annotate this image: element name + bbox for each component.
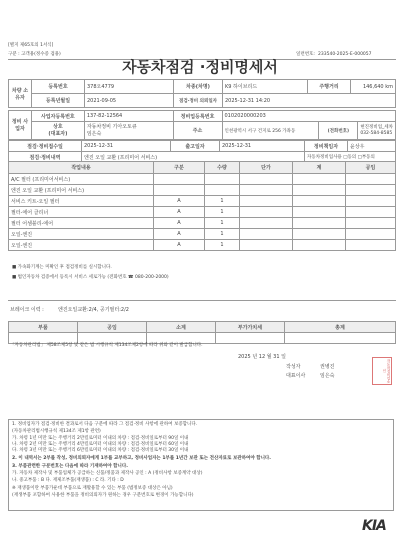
- name-rep-label: [31, 122, 84, 140]
- phone: 032-584-8585: [360, 130, 393, 136]
- col-name: 작업내용: [9, 162, 154, 174]
- item-name: 엔진 오일 교환 (프리미어 서비스): [9, 185, 154, 196]
- mgr-label: 정비책임자: [305, 141, 348, 152]
- year: 2025: [238, 354, 251, 360]
- item-qty: 1: [205, 229, 240, 240]
- item-group: A: [154, 218, 205, 229]
- writer: 권병진: [320, 364, 335, 370]
- footer-note: 가. 차령 1년 미만 또는 주행거리 2만킬로미터 이내의 차량 : 점검·정비일로부터 90일 이내: [12, 436, 189, 441]
- table-row: [9, 207, 396, 218]
- table-row: [9, 196, 396, 207]
- total-labor: 공임: [78, 322, 147, 333]
- request-sub: 자동차정비업사용 □동의 □부동의: [305, 152, 396, 163]
- prev-value: 엔진오일교환:2/4, 공기필터:2/2: [58, 307, 129, 313]
- request-text: 엔진 오일 교환 (프리미어 서비스): [82, 152, 305, 163]
- recv-label: 점검·정비접수일: [9, 141, 82, 152]
- inspect-label: 점검·정비 의뢰일자: [174, 94, 223, 108]
- col-amount: 계: [293, 162, 346, 174]
- item-qty: 1: [205, 196, 240, 207]
- writer-label: 작성자: [286, 364, 301, 370]
- doc-number: 233540-2025-E-000057: [318, 52, 372, 57]
- biz-no-label: 사업자등록번호: [31, 111, 84, 122]
- item-qty: 1: [205, 240, 240, 251]
- shop-rep: 임은숙: [86, 130, 102, 137]
- kia-logo: KIA: [362, 518, 386, 534]
- phone-cell: [358, 122, 396, 140]
- item-name: 오일-엔진: [9, 240, 154, 251]
- shop-stamp: 자동차정비업소인: [372, 357, 392, 385]
- reg-date-label: 등록년월일: [32, 94, 85, 108]
- footer-note: 가. 자동차 제작사 및 부품업체가 공급하는 신품/정품과 제작사 공인 : A (정비사항 보증계약 대상): [12, 471, 203, 476]
- note-2: ■ 법인자동차 검증에서 등록시 서비스 세로가능 (전화번호 ☎ 080-200-2000): [12, 275, 169, 280]
- reg-no-label: 등록번호: [32, 80, 85, 94]
- mileage-label: 주행거리: [308, 80, 351, 94]
- item-name: A/C 필터 (프리미어서비스): [9, 174, 154, 185]
- item-group: A: [154, 196, 205, 207]
- footer-note: 나. 차령 2년 미만 또는 주행거리 4만킬로미터 이내의 차량 : 점검·정비일로부터 60일 이내: [12, 442, 189, 447]
- item-name: 서비스 키트-오일 필터: [9, 196, 154, 207]
- footer-note: (자동차관리법시행규칙 제134조 제1항 관련): [12, 429, 101, 434]
- note-1: ■ 가속화기계는 미확인 후 점검정비를 실시합니다.: [12, 265, 112, 270]
- day: 31: [273, 354, 280, 360]
- item-group: A: [154, 229, 205, 240]
- item-group: [154, 185, 205, 196]
- rep-signer: 임은숙: [320, 373, 335, 379]
- shop-name: 자동차정비 기아오토큐: [86, 124, 137, 130]
- item-qty: [205, 185, 240, 196]
- biz-no: 137-82-12564: [84, 111, 173, 122]
- mgr: 윤상우: [348, 141, 396, 152]
- table-row: [9, 174, 396, 185]
- doc-number-label: 일련번호:: [296, 52, 315, 57]
- col-group: 구분: [154, 162, 205, 174]
- phone-label: (전화번호): [319, 122, 358, 140]
- total-parts: 부품: [9, 322, 78, 333]
- form-category: 구분 : 고객용(정수증 겸용): [8, 52, 61, 57]
- form-reference: [별지 제65호의 1서식]: [8, 43, 54, 48]
- model: K9 하이브리드: [223, 80, 308, 94]
- phone-top: 현진정비업_세차: [360, 124, 393, 130]
- mileage-unit: km: [385, 83, 393, 90]
- page-title: 자동차점검 ·정비명세서: [122, 58, 278, 76]
- addr-label: 주소: [173, 122, 222, 140]
- divider: [8, 300, 396, 301]
- rep-label: (대표자): [48, 130, 68, 137]
- shop-reg-label: 정비업등록번호: [173, 111, 222, 122]
- mileage: 146,640: [362, 83, 384, 90]
- item-qty: 1: [205, 218, 240, 229]
- inspect-date: 2025-12-31 14:20: [223, 94, 396, 108]
- item-group: A: [154, 207, 205, 218]
- col-unit: 단가: [240, 162, 293, 174]
- name-rep: [84, 122, 173, 140]
- total-sum: 총계: [285, 322, 396, 333]
- issue-date: 2025 년 12 월 31 일: [238, 354, 286, 360]
- owner-label: 차량 소유자: [9, 80, 32, 108]
- item-name: 필터-에어 클리너: [9, 207, 154, 218]
- model-label: 차종(차명): [174, 80, 223, 94]
- table-row: [9, 185, 396, 196]
- total-subtotal: 소계: [147, 322, 216, 333]
- rep-signer-label: 대표이사: [286, 373, 306, 379]
- prev-label: 브레이크 이력 :: [10, 307, 44, 313]
- footer-note: 다. 차령 3년 미만 또는 주행거리 6만킬로미터 이내의 차량 : 점검·정비일로부터 30일 이내: [12, 448, 189, 453]
- item-group: A: [154, 240, 205, 251]
- recv-date: 2025-12-31: [82, 141, 171, 152]
- shop-table: [8, 110, 396, 140]
- table-row: [9, 229, 396, 240]
- month: 12: [258, 354, 266, 360]
- footer-note: 2. 이 내역서는 2부를 작성, 정비의뢰자에게 1부를 교부하고, 정비사업자는 1부를 1년간 보관 또는 전산자료로 보관하여야 합니다.: [12, 456, 271, 461]
- col-qty: 수량: [205, 162, 240, 174]
- request-label: 점검·정비내역: [9, 152, 82, 163]
- statement: 「자동차관리법」 제58조제5항 및 같은 법 시행규칙 제134조제2항에 따라 위와 같이 발급합니다.: [10, 343, 203, 348]
- total-tax: 부가가치세: [216, 322, 285, 333]
- reg-date: 2021-09-05: [85, 94, 174, 108]
- footer-note: (재생부품 포함하여 사용한 부품을 정비의뢰자가 원하는 경우 구분번호로 변경이 가능합니다): [12, 493, 194, 498]
- item-group: [154, 174, 205, 185]
- item-qty: 1: [205, 207, 240, 218]
- out-date: 2025-12-31: [220, 141, 305, 152]
- footer-note: 나. 중고부품 : B 다. 재제조부품(재생품) : C 라. 기타 : D: [12, 478, 124, 483]
- reg-no: 378오4779: [85, 80, 174, 94]
- name-label: 상호: [53, 124, 63, 130]
- col-remark: 공임: [346, 162, 396, 174]
- item-name: 필터 어셈블리-에어: [9, 218, 154, 229]
- shop-reg: 0102020000203: [222, 111, 396, 122]
- items-table: [8, 161, 396, 251]
- addr: 인천광역시 서구 건지로 256 가좌동: [222, 122, 319, 140]
- table-row: [9, 240, 396, 251]
- schedule-table: [8, 140, 396, 163]
- table-row: [9, 218, 396, 229]
- mileage-cell: [351, 80, 396, 94]
- out-label: 출고일자: [171, 141, 220, 152]
- footer-note: ※ 재생품이란 부품가운데 부품으로 재활용할 수 있는 부품 (법정보증 대상은 아님): [12, 486, 173, 491]
- vehicle-table: [8, 79, 396, 108]
- totals-table: [8, 321, 396, 344]
- footer-note: 1. 정비업자가 점검·정비한 결과로서 다음 구분에 따라 그 점검·정비 사항에 관하여 보증합니다.: [12, 422, 198, 427]
- item-qty: [205, 174, 240, 185]
- footer-note: 3. 부품관련한 구분번호는 다음에 따라 기재하여야 합니다.: [12, 464, 128, 469]
- item-name: 오일-엔진: [9, 229, 154, 240]
- shop-side-label: 정비 사업자: [9, 111, 32, 140]
